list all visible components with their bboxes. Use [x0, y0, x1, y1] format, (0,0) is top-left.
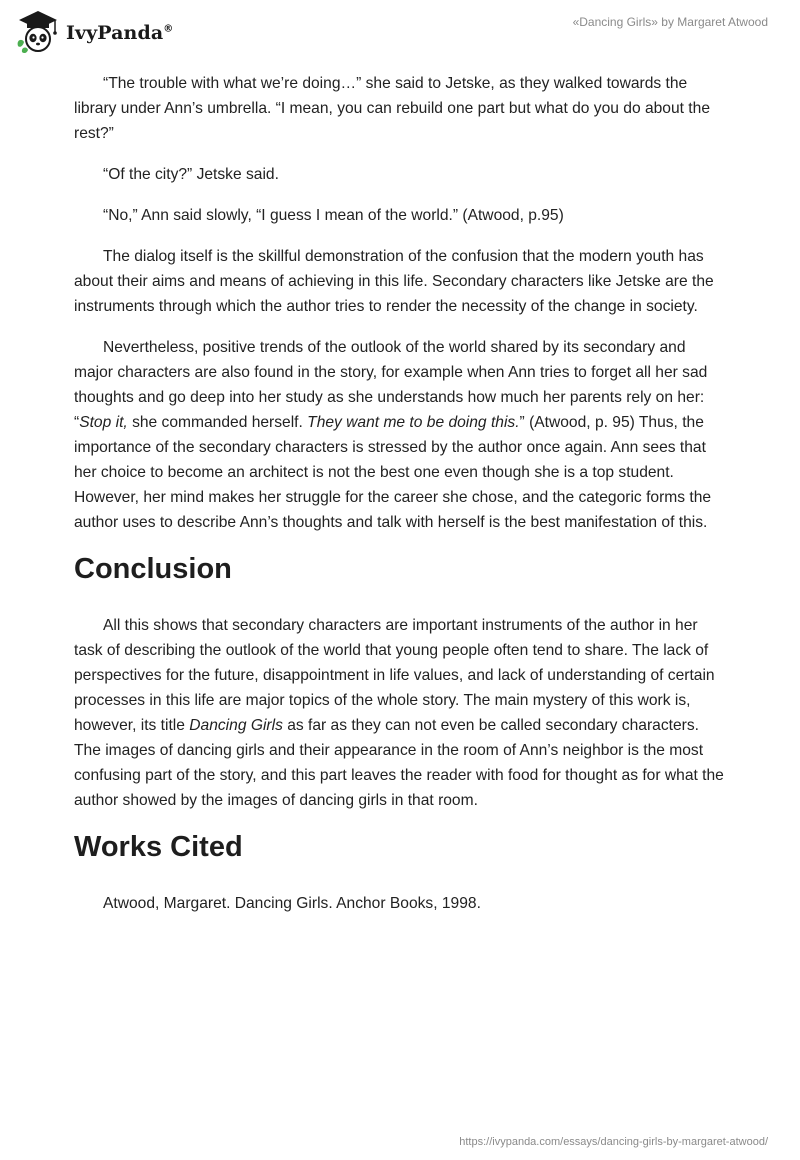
text-run: she commanded herself.	[127, 414, 308, 431]
paragraph-conclusion	[74, 613, 724, 813]
essay-content	[74, 71, 724, 932]
brand-text: IvyPanda	[66, 22, 164, 44]
paragraph-dialog-analysis: The dialog itself is the skillful demonstration of the confusion that the modern youth has about their aims and means of achieving in this life. Secondary characters like Jetske are the instruments through which the author tries to render the necessity of the change in society.	[74, 248, 714, 315]
registered-mark: ®	[163, 23, 174, 35]
italic-title-dancing-girls: Dancing Girls	[189, 717, 283, 734]
page-header	[0, 0, 800, 60]
paragraph-positive-trends	[74, 335, 724, 535]
italic-quote-stop-it: Stop it,	[79, 414, 128, 431]
text-run: as far as they can not even be called secondary characters. The images of dancing girls and their appearance in the room of Ann’s neighbor is the most confusing part of the story, and this part leaves the reader with food for thought as for what the author showed by the images of dancing girls in that room.	[74, 717, 724, 809]
text-run: All this shows that secondary characters are important instruments of the author in her task of describing the outlook of the world that young people often tend to share. The lack of perspectives for the future, disappointment in life values, and lack of understanding of certain processes in this life are major topics of the whole story. The main mystery of this work is, however, its title	[74, 617, 715, 734]
paragraph-quote-2: “Of the city?” Jetske said.	[103, 166, 279, 183]
brand-name	[66, 22, 173, 44]
ivypanda-logo[interactable]	[14, 8, 173, 54]
panda-graduation-cap-logo-icon	[14, 8, 62, 54]
citation-entry: Atwood, Margaret. Dancing Girls. Anchor Books, 1998.	[103, 895, 481, 912]
italic-quote-they-want: They want me to be doing this.	[307, 414, 520, 431]
footer-source-url[interactable]: https://ivypanda.com/essays/dancing-girls-by-margaret-atwood/	[459, 1136, 768, 1148]
works-cited-heading: Works Cited	[74, 831, 243, 863]
paragraph-quote-1: “The trouble with what we’re doing…” she said to Jetske, as they walked towards the library under Ann’s umbrella. “I mean, you can rebuild one part but what do you do about the rest?”	[74, 75, 710, 142]
document-title: «Dancing Girls» by Margaret Atwood	[572, 15, 768, 29]
text-run: Nevertheless, positive trends of the outlook of the world shared by its secondary and major characters are also found in the story, for example when Ann tries to forget all her sad thoughts and go deep into her study as she understands how much her parents rely on her: “	[74, 339, 708, 431]
conclusion-heading: Conclusion	[74, 553, 232, 585]
text-run: ” (Atwood, p. 95) Thus, the importance of the secondary characters is stressed by the author once again. Ann sees that her choice to become an architect is not the best one even though she is a top student. However, her mind makes her struggle for the career she chose, and the categoric forms the author uses to describe Ann’s thoughts and talk with herself is the best manifestation of this.	[74, 414, 712, 531]
paragraph-quote-3: “No,” Ann said slowly, “I guess I mean of the world.” (Atwood, p.95)	[103, 207, 564, 224]
